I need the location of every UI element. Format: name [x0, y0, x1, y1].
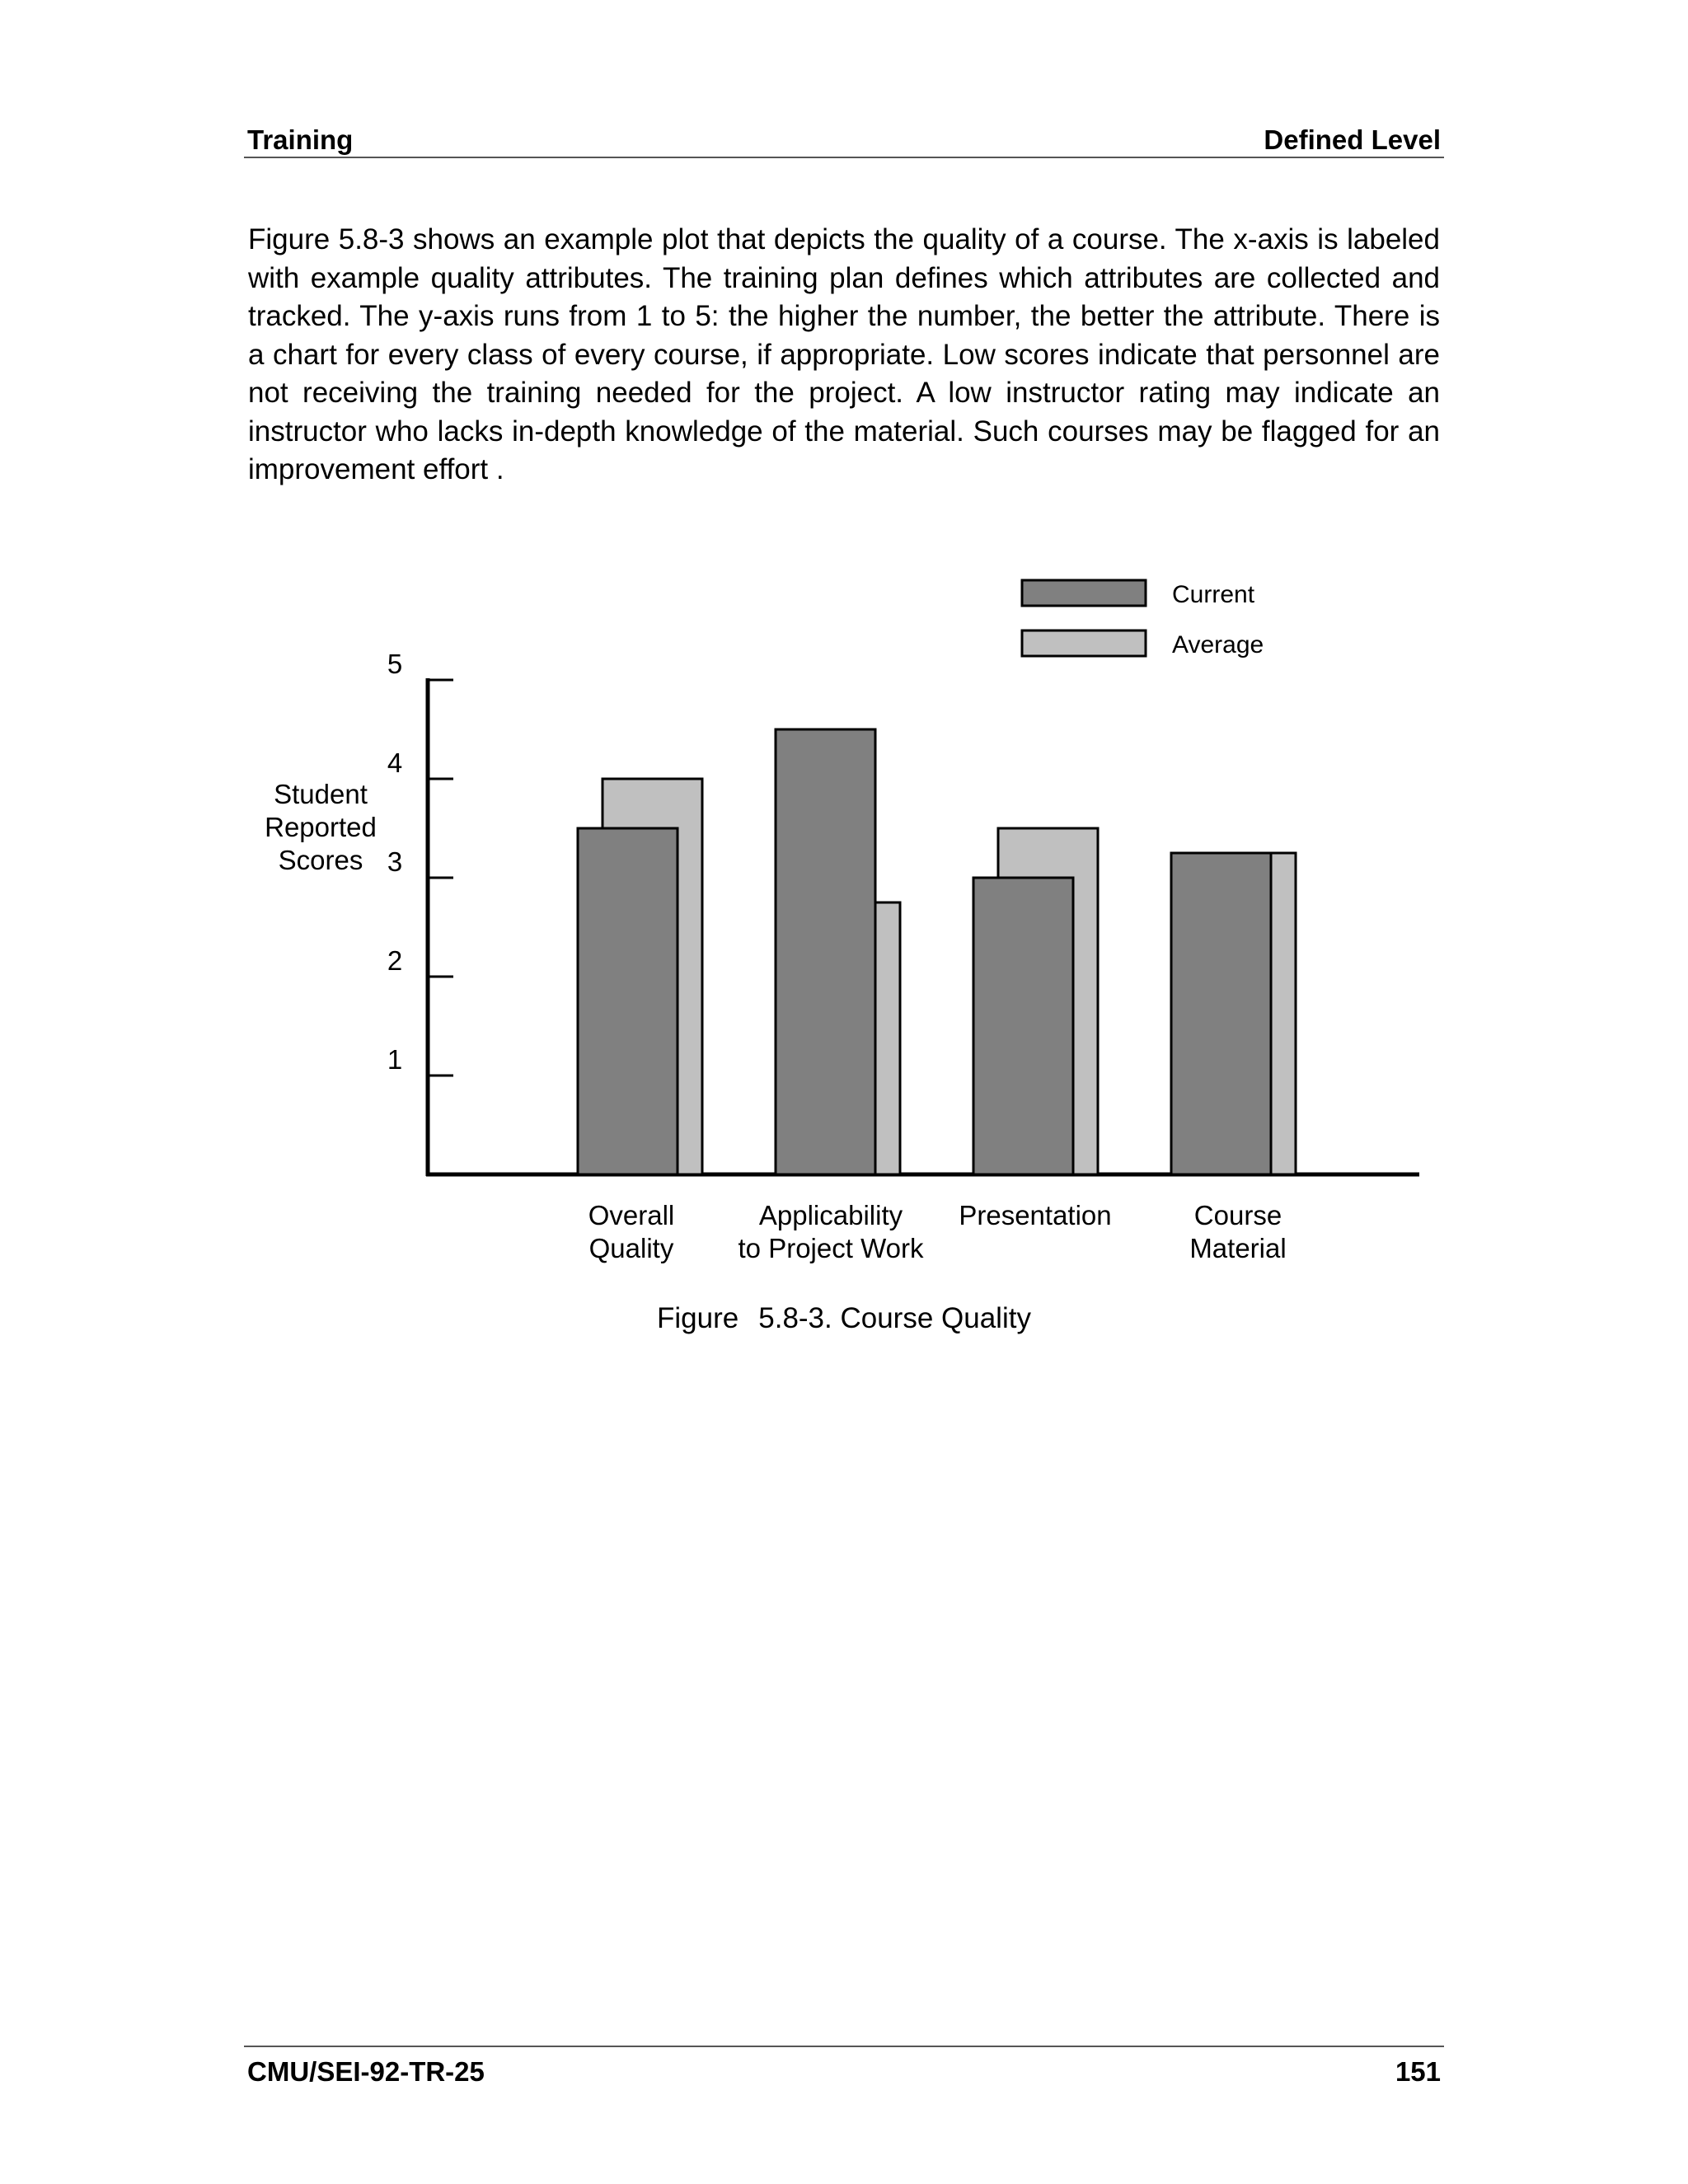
chart-bars: [578, 729, 1296, 1174]
header-level-title: Defined Level: [1264, 124, 1441, 155]
y-label-line: Student: [274, 779, 368, 809]
x-tick-label: to Project Work: [738, 1233, 924, 1263]
y-tick-label: 3: [387, 846, 403, 877]
bar-current: [578, 828, 678, 1174]
y-tick-label: 4: [387, 748, 403, 778]
bar-current: [1171, 853, 1271, 1174]
y-tick-label: 1: [387, 1044, 403, 1075]
header-section-title: Training: [247, 124, 354, 155]
caption-text: 5.8-3. Course Quality: [758, 1302, 1031, 1334]
caption-label: Figure: [657, 1302, 739, 1334]
figure-caption: [0, 1301, 1688, 1337]
x-tick-label: Material: [1189, 1233, 1287, 1263]
legend-label: Average: [1172, 631, 1264, 658]
x-tick-label: Presentation: [959, 1200, 1112, 1230]
legend-label: Current: [1172, 581, 1255, 608]
body-paragraph: Figure 5.8-3 shows an example plot that depicts the quality of a course. The x-axis is labeled with example quality attributes. The training plan defines which attributes are collected and tracked. The y-axis runs from 1 to 5: the higher the number, the better the attribute. There is a chart for every class of every course, if appropriate. Low scores indicate that personnel are not receiving the training needed for the project. A low instructor rating may indicate an instructor who lacks in-depth knowledge of the material. Such courses may be flagged for an improvement effort .: [248, 223, 1440, 485]
chart-legend: [1022, 580, 1264, 658]
x-tick-label: Applicability: [758, 1200, 903, 1230]
y-axis-label: [265, 779, 377, 875]
x-tick-label: Quality: [588, 1233, 674, 1263]
x-tick-label: Course: [1193, 1200, 1282, 1230]
x-axis-labels: [588, 1200, 1287, 1263]
x-tick-label: Overall: [588, 1200, 675, 1230]
y-label-line: Reported: [265, 812, 377, 842]
bar-current: [973, 878, 1073, 1174]
bar-current: [776, 729, 875, 1174]
legend-swatch-average: [1022, 630, 1146, 656]
y-tick-label: 2: [387, 945, 403, 976]
legend-swatch-current: [1022, 580, 1146, 606]
y-label-line: Scores: [278, 845, 363, 875]
y-tick-label: 5: [387, 649, 403, 679]
page-number: 151: [1395, 2056, 1441, 2087]
running-footer: [244, 2046, 1444, 2097]
footer-report-id: CMU/SEI-92-TR-25: [247, 2056, 485, 2087]
